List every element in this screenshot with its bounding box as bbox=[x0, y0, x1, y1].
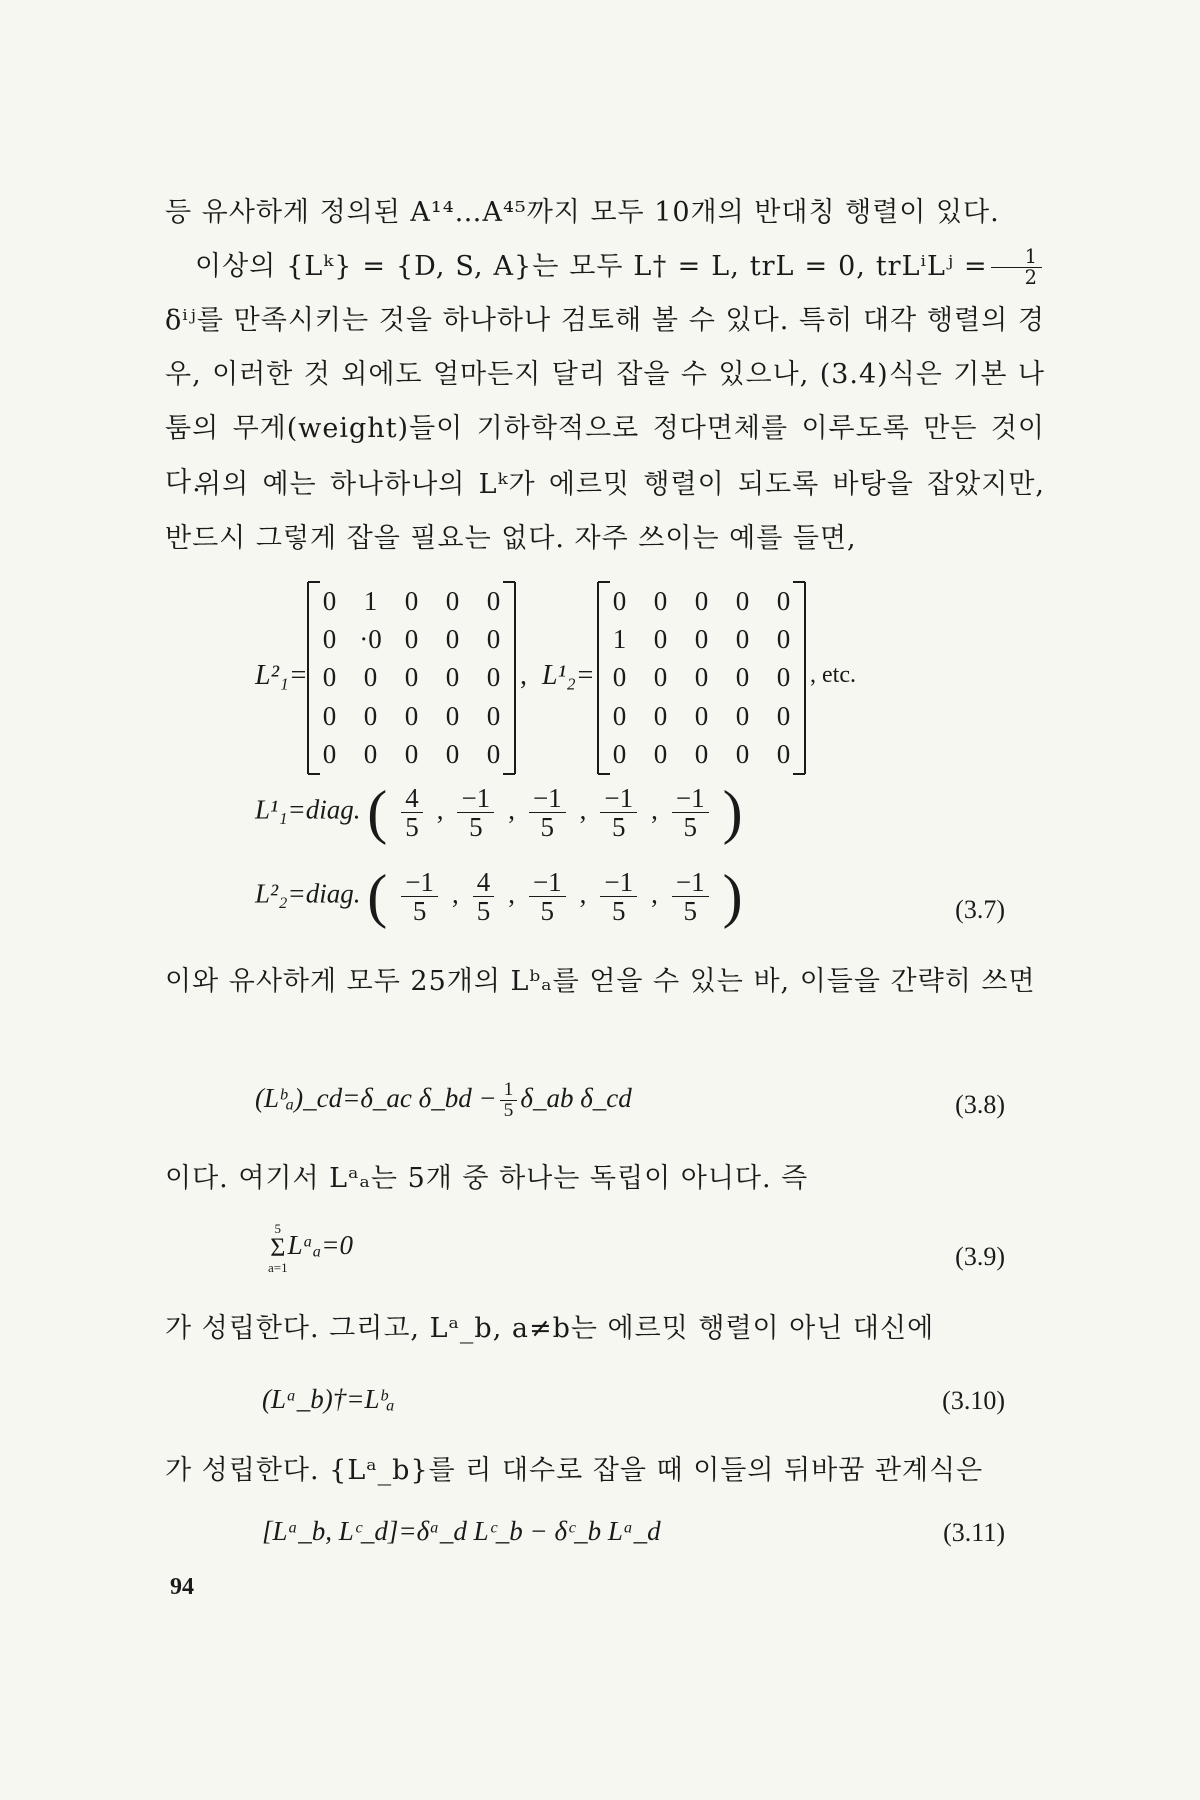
diag-equation-1 bbox=[255, 778, 743, 847]
matrix-cell: 0 bbox=[653, 585, 668, 616]
matrix-cell: 0 bbox=[486, 585, 501, 616]
fraction-separator: , bbox=[651, 878, 658, 909]
fraction-numerator: 4 bbox=[473, 868, 495, 897]
matrix-row bbox=[599, 582, 804, 620]
matrix-cell: 0 bbox=[404, 624, 419, 655]
eq-3-9-number: (3.9) bbox=[955, 1242, 1005, 1271]
matrix-cell: 0 bbox=[486, 662, 501, 693]
matrix-row bbox=[309, 659, 514, 697]
diag1-fractions bbox=[387, 782, 722, 842]
paragraph-3 bbox=[165, 458, 1045, 566]
fraction-numerator: −1 bbox=[457, 784, 494, 813]
matrix-cell: 0 bbox=[445, 624, 460, 655]
matrix-cell: 0 bbox=[694, 585, 709, 616]
matrix-cell: 0 bbox=[653, 739, 668, 770]
eq38-numerator: 1 bbox=[500, 1080, 518, 1101]
diag-fraction bbox=[473, 868, 495, 926]
diag-fraction bbox=[401, 784, 423, 842]
matrix-cell: 0 bbox=[322, 585, 337, 616]
eq-3-10-number: (3.10) bbox=[942, 1386, 1005, 1415]
equation-3-10: (Lᵃ_b)†=Lᵇₐ bbox=[262, 1384, 395, 1414]
fraction-separator: , bbox=[651, 794, 658, 825]
diag-fraction bbox=[529, 784, 566, 842]
fraction-numerator: 4 bbox=[401, 784, 423, 813]
matrix-cell: 0 bbox=[404, 662, 419, 693]
matrix-cell: 0 bbox=[653, 700, 668, 731]
para4-text: 이와 유사하게 모두 25개의 Lᵇₐ를 얻을 수 있는 바, 이들을 간략히 쓰면 bbox=[165, 966, 1036, 997]
matrix-cell: 0 bbox=[322, 662, 337, 693]
diag-fraction bbox=[401, 868, 438, 926]
matrix-cell: 1 bbox=[363, 585, 378, 616]
para6-text: 가 성립한다. 그리고, Lᵃ_b, a≠b는 에르밋 행렬이 아닌 대신에 bbox=[165, 1313, 935, 1344]
matrix-row bbox=[309, 620, 514, 658]
matrix-cell: 0 bbox=[653, 662, 668, 693]
diag-fraction bbox=[457, 784, 494, 842]
equation-3-8 bbox=[255, 1080, 632, 1122]
diag-fraction bbox=[600, 784, 637, 842]
half-fraction bbox=[991, 244, 1042, 289]
matrix-row bbox=[599, 659, 804, 697]
matrix-cell: 0 bbox=[322, 700, 337, 731]
eq39-body: Lᵃₐ=0 bbox=[287, 1230, 353, 1261]
paragraph-4 bbox=[165, 955, 1045, 1009]
diag1-right-paren: ) bbox=[722, 779, 743, 845]
matrix-cell: 0 bbox=[694, 700, 709, 731]
matrix-cell: ·0 bbox=[359, 624, 382, 655]
matrix-row bbox=[599, 620, 804, 658]
fraction-denominator: 5 bbox=[683, 812, 698, 842]
matrix-cell: 0 bbox=[735, 700, 750, 731]
diag-fraction bbox=[672, 868, 709, 926]
fraction-numerator: −1 bbox=[529, 868, 566, 897]
para7-text: 가 성립한다. {Lᵃ_b}를 리 대수로 잡을 때 이들의 뒤바꿈 관계식은 bbox=[165, 1455, 984, 1486]
fraction-separator: , bbox=[508, 878, 515, 909]
matrix-cell: 0 bbox=[776, 700, 791, 731]
matrix-cell: 0 bbox=[363, 700, 378, 731]
matrix-cell: 0 bbox=[694, 624, 709, 655]
summation bbox=[268, 1222, 288, 1274]
matrix-row bbox=[599, 736, 804, 774]
eq-3-8-number: (3.8) bbox=[955, 1090, 1005, 1119]
fraction-numerator: −1 bbox=[529, 784, 566, 813]
fraction-denominator: 5 bbox=[476, 896, 491, 926]
diag2-label: L²₂=diag. bbox=[255, 878, 361, 909]
matrix-1-table bbox=[309, 582, 514, 774]
paragraph-5 bbox=[165, 1152, 1045, 1206]
matrix-cell: 0 bbox=[735, 739, 750, 770]
matrix-cell: 0 bbox=[612, 585, 627, 616]
matrix-cell: 0 bbox=[735, 662, 750, 693]
diag2-right-paren: ) bbox=[722, 863, 743, 929]
eq38-right: δ_ab δ_cd bbox=[520, 1083, 632, 1114]
matrix-cell: 0 bbox=[694, 662, 709, 693]
fraction-denominator: 5 bbox=[405, 812, 419, 842]
matrix-cell: 0 bbox=[612, 700, 627, 731]
diag2-fractions bbox=[387, 866, 722, 926]
matrix-cell: 0 bbox=[445, 700, 460, 731]
fraction-numerator: −1 bbox=[401, 868, 438, 897]
equation-3-11: [Lᵃ_b, Lᶜ_d]=δᵃ_d Lᶜ_b − δᶜ_b Lᵃ_d bbox=[262, 1516, 661, 1546]
page-number: 94 bbox=[170, 1574, 194, 1600]
paragraph-1 bbox=[165, 186, 1045, 240]
etc-text: , etc. bbox=[810, 662, 856, 688]
equation-3-9 bbox=[268, 1222, 353, 1274]
para2-text-b: δⁱʲ를 만족시키는 것을 하나하나 검토해 볼 수 있다. 특히 대각 행렬의 경우, 이러한 것 외에도 얼마든지 달리 잡을 수 있으나, (3.4)식은 기본 나툼의 무게(weight)들이 기하학적으로 정다면체를 이루도록 만든 것이다. bbox=[165, 305, 1045, 498]
fraction-separator: , bbox=[579, 794, 587, 825]
paragraph-6 bbox=[165, 1302, 1045, 1356]
matrix-block bbox=[255, 582, 1075, 782]
matrix-cell: 0 bbox=[776, 739, 791, 770]
fraction-numerator: −1 bbox=[672, 784, 709, 813]
fraction-separator: , bbox=[451, 878, 459, 909]
fraction-separator: , bbox=[508, 794, 515, 825]
matrix1-label: L²₁= bbox=[255, 660, 308, 691]
eq38-fraction bbox=[500, 1080, 518, 1122]
eq38-denominator: 5 bbox=[503, 1100, 514, 1122]
eq-3-11-number: (3.11) bbox=[943, 1518, 1005, 1547]
fraction-separator: , bbox=[579, 878, 587, 909]
matrix-cell: 0 bbox=[735, 585, 750, 616]
half-numerator: 1 bbox=[991, 247, 1042, 268]
diag-fraction bbox=[600, 868, 637, 926]
sum-symbol: Σ bbox=[270, 1233, 286, 1262]
matrix-row bbox=[309, 736, 514, 774]
para2-text-a: 이상의 {Lᵏ} = {D, S, A}는 모두 L† = L, trL = 0, trLⁱLʲ = bbox=[195, 251, 988, 282]
fraction-numerator: −1 bbox=[600, 868, 637, 897]
matrix-row bbox=[309, 582, 514, 620]
matrix-cell: 0 bbox=[776, 662, 791, 693]
diag1-left-paren: ( bbox=[367, 779, 388, 845]
matrix-cell: 0 bbox=[363, 739, 378, 770]
eq-3-7-number: (3.7) bbox=[955, 895, 1005, 924]
para5-text: 이다. 여기서 Lᵃₐ는 5개 중 하나는 독립이 아니다. 즉 bbox=[165, 1163, 809, 1194]
matrix-cell: 0 bbox=[486, 739, 501, 770]
fraction-denominator: 5 bbox=[540, 812, 555, 842]
matrix-cell: 0 bbox=[404, 739, 419, 770]
matrix-cell: 1 bbox=[612, 624, 627, 655]
fraction-denominator: 5 bbox=[412, 896, 427, 926]
half-denominator: 2 bbox=[1024, 266, 1038, 289]
fraction-denominator: 5 bbox=[469, 812, 483, 842]
matrix-cell: 0 bbox=[612, 739, 627, 770]
matrix-1 bbox=[307, 582, 516, 774]
matrix-comma: , bbox=[520, 660, 527, 691]
matrix-row bbox=[309, 697, 514, 735]
matrix-2-table bbox=[599, 582, 804, 774]
matrix-cell: 0 bbox=[404, 585, 419, 616]
fraction-separator: , bbox=[436, 794, 444, 825]
fraction-denominator: 5 bbox=[540, 896, 555, 926]
matrix-cell: 0 bbox=[612, 662, 627, 693]
diag-fraction bbox=[672, 784, 709, 842]
matrix-cell: 0 bbox=[445, 739, 460, 770]
matrix-cell: 0 bbox=[322, 739, 337, 770]
fraction-denominator: 5 bbox=[683, 896, 698, 926]
matrix-cell: 0 bbox=[445, 585, 460, 616]
matrix-cell: 0 bbox=[653, 624, 668, 655]
matrix-cell: 0 bbox=[776, 624, 791, 655]
fraction-numerator: −1 bbox=[672, 868, 709, 897]
matrix-cell: 0 bbox=[486, 700, 501, 731]
matrix-cell: 0 bbox=[776, 585, 791, 616]
matrix-cell: 0 bbox=[363, 662, 378, 693]
diag2-left-paren: ( bbox=[367, 863, 388, 929]
sum-lower: a=1 bbox=[268, 1260, 288, 1275]
fraction-numerator: −1 bbox=[600, 784, 637, 813]
fraction-denominator: 5 bbox=[612, 896, 626, 926]
matrix-cell: 0 bbox=[445, 662, 460, 693]
diag1-label: L¹₁=diag. bbox=[255, 794, 361, 825]
diag-equation-2 bbox=[255, 862, 743, 931]
matrix-2 bbox=[597, 582, 806, 774]
matrix-cell: 0 bbox=[735, 624, 750, 655]
sum-upper: 5 bbox=[274, 1221, 282, 1236]
matrix-cell: 0 bbox=[694, 739, 709, 770]
paragraph-7 bbox=[165, 1444, 1045, 1498]
matrix-cell: 0 bbox=[404, 700, 419, 731]
para1-text: 등 유사하게 정의된 A¹⁴…A⁴⁵까지 모두 10개의 반대칭 행렬이 있다. bbox=[165, 197, 1000, 228]
fraction-denominator: 5 bbox=[612, 812, 626, 842]
para3-text: 위의 예는 하나하나의 Lᵏ가 에르밋 행렬이 되도록 바탕을 잡았지만, 반드시 그렇게 잡을 필요는 없다. 자주 쓰이는 예를 들면, bbox=[165, 469, 1045, 554]
diag-fraction bbox=[529, 868, 566, 926]
matrix-row bbox=[599, 697, 804, 735]
eq38-left: (Lᵇₐ)_cd=δ_ac δ_bd − bbox=[255, 1083, 497, 1114]
matrix-cell: 0 bbox=[322, 624, 337, 655]
matrix-cell: 0 bbox=[486, 624, 501, 655]
matrix2-label: L¹₂= bbox=[542, 660, 595, 691]
